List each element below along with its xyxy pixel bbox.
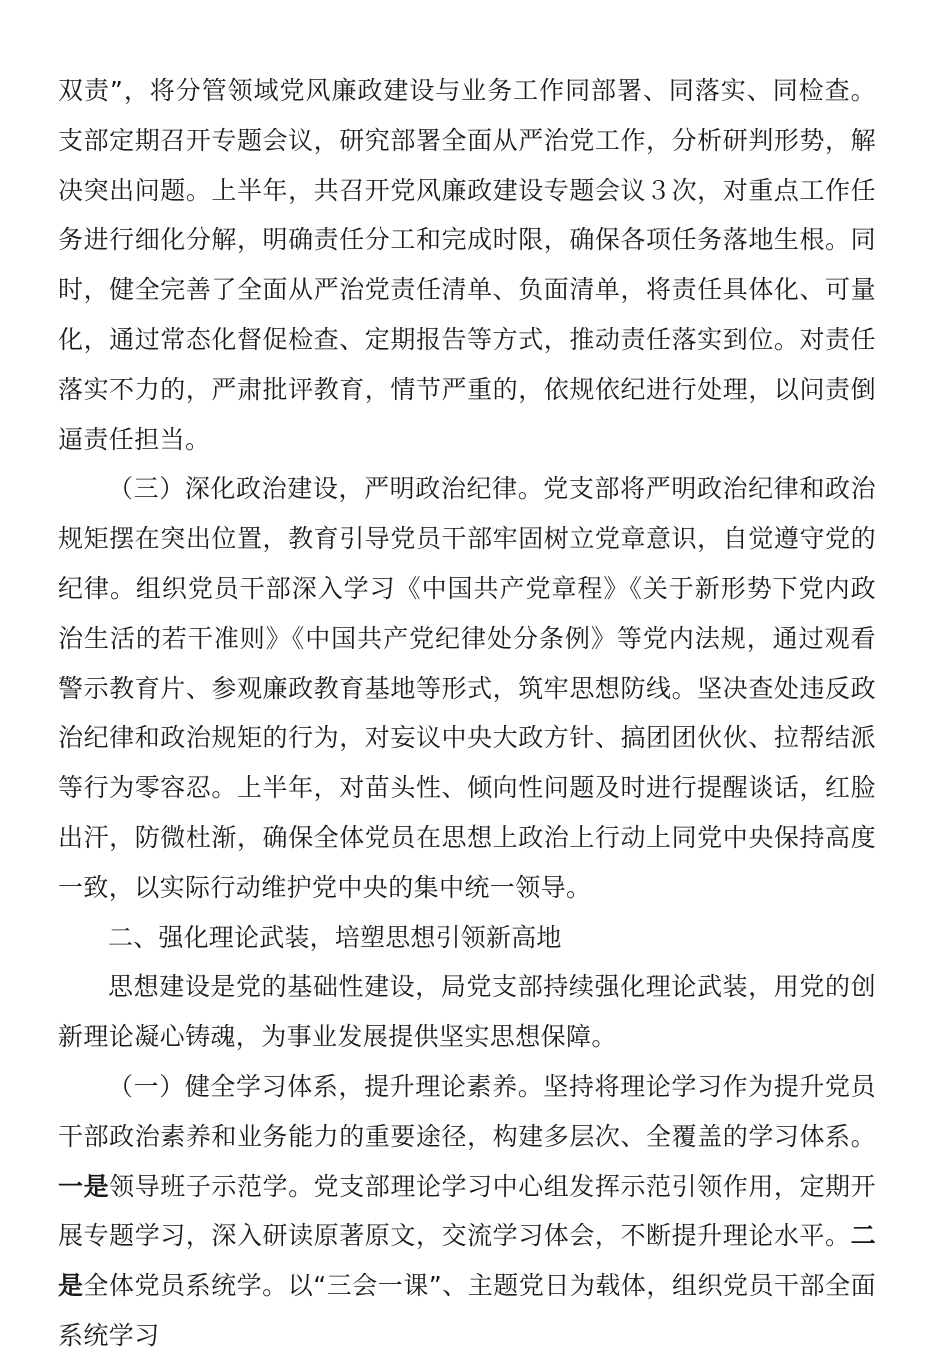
paragraph-political-discipline: （三）深化政治建设，严明政治纪律。党支部将严明政治纪律和政治规矩摆在突出位置，教育引导党员干部牢固树立党章意识，自觉遵守党的纪律。组织党员干部深入学习《中国共产党章程》《关于新形势下党内政治生活的若干准则》《中国共产党纪律处分条例》等党内法规，通过观看警示教育片、参观廉政教育基地等形式，筑牢思想防线。坚决查处违反政治纪律和政治规矩的行为，对妄议中央大政方针、搞团团伙伙、拉帮结派等行为零容忍。上半年，对苗头性、倾向性问题及时进行提醒谈话，红脸出汗，防微杜渐，确保全体党员在思想上政治上行动上同党中央保持高度一致，以实际行动维护党中央的集中统一领导。 (58, 474, 876, 902)
point-one-label: 一是 (58, 1171, 110, 1201)
point-two-label: 二是 (58, 1221, 876, 1301)
point-one-text: 领导班子示范学。党支部理论学习中心组发挥示范引领作用，定期开展专题学习，深入研读原著原文，交流学习体会，不断提升理论水平。 (58, 1171, 876, 1251)
point-two-text: 全体党员系统学。以“三会一课”、主题党日为载体，组织党员干部全面系统学习 (58, 1271, 876, 1350)
paragraph-study-system (58, 1062, 876, 1361)
paragraph-ideological-building: 思想建设是党的基础性建设，局党支部持续强化理论武装，用党的创新理论凝心铸魂，为事业发展提供坚实思想保障。 (58, 972, 876, 1052)
section-heading-2: 二、强化理论武装，培塑思想引领新高地 (108, 922, 562, 952)
study-system-intro: （一）健全学习体系，提升理论素养。坚持将理论学习作为提升党员干部政治素养和业务能力的重要途径，构建多层次、全覆盖的学习体系。 (58, 1071, 876, 1151)
document-page (58, 66, 876, 1361)
paragraph-responsibility: 双责”，将分管领域党风廉政建设与业务工作同部署、同落实、同检查。支部定期召开专题会议，研究部署全面从严治党工作，分析研判形势，解决突出问题。上半年，共召开党风廉政建设专题会议３次，对重点工作任务进行细化分解，明确责任分工和完成时限，确保各项任务落地生根。同时，健全完善了全面从严治党责任清单、负面清单，将责任具体化、可量化，通过常态化督促检查、定期报告等方式，推动责任落实到位。对责任落实不力的，严肃批评教育，情节严重的，依规依纪进行处理，以问责倒逼责任担当。 (58, 76, 876, 454)
